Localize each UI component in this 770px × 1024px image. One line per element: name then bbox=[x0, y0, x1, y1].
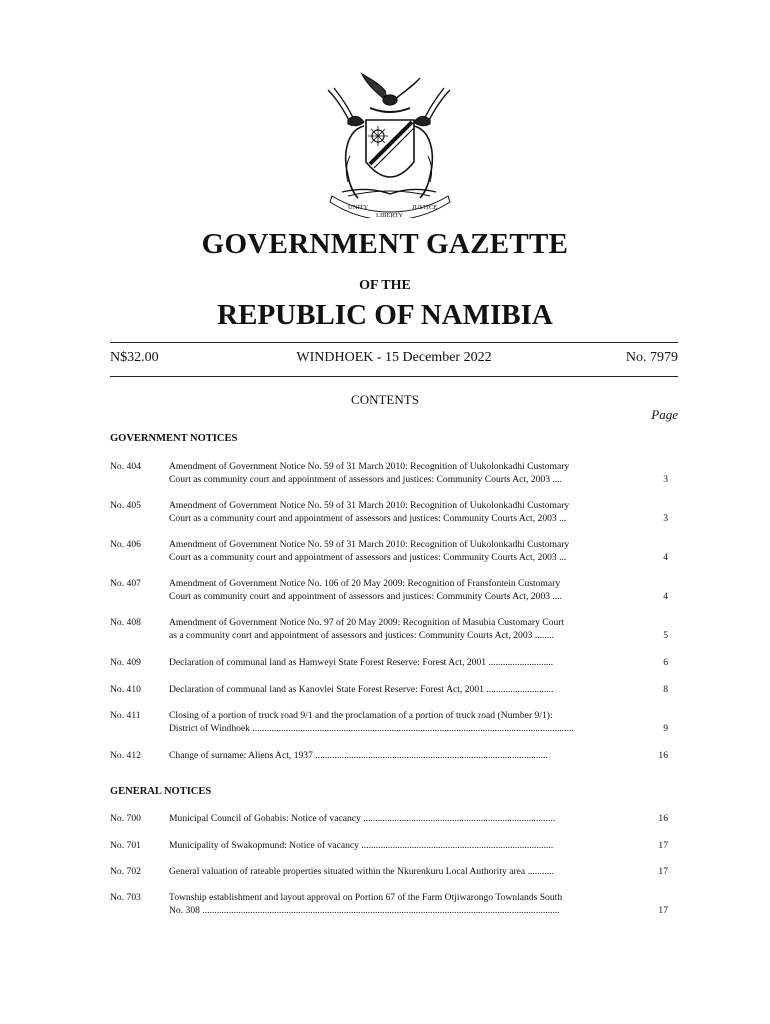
notice-description-line: Municipality of Swakopmund: Notice of vacancy ................................................................................ bbox=[169, 840, 554, 851]
motto-unity: UNITY bbox=[348, 204, 369, 211]
notice-description bbox=[169, 709, 637, 735]
notice-description-line: Declaration of communal land as Kanovlei State Forest Reserve: Forest Act, 2001 ............................ bbox=[169, 684, 554, 695]
notice-description-line: as a community court and appointment of assessors and justices: Community Courts Act, 2003 ........ bbox=[169, 630, 555, 641]
notice-number: No. 411 bbox=[110, 710, 141, 721]
notice-description-line: Court as community court and appointment of assessors and justices: Community Courts Act, 2003 .... bbox=[169, 591, 563, 602]
notice-description bbox=[169, 865, 637, 878]
notice-number: No. 404 bbox=[110, 461, 141, 472]
notice-description bbox=[169, 499, 637, 525]
toc-entry bbox=[110, 839, 678, 852]
top-divider bbox=[110, 342, 678, 343]
notice-description-line: No. 308 ..................................................................................................................................................... bbox=[169, 905, 560, 916]
notice-page-number: 8 bbox=[663, 684, 668, 695]
notice-page-number: 16 bbox=[658, 813, 668, 824]
issue-place-date: WINDHOEK - 15 December 2022 bbox=[296, 350, 492, 365]
notice-description-line: General valuation of rateable properties situated within the Nkurenkuru Local Authority area ........... bbox=[169, 866, 554, 877]
notice-description bbox=[169, 538, 637, 564]
notice-description-line: Amendment of Government Notice No. 59 of 31 March 2010: Recognition of Uukolonkadhi Customary bbox=[169, 461, 570, 472]
motto-justice: JUSTICE bbox=[412, 204, 438, 211]
notice-page-number: 17 bbox=[658, 866, 668, 877]
notice-number: No. 702 bbox=[110, 866, 141, 877]
republic-title: REPUBLIC OF NAMIBIA bbox=[217, 299, 553, 331]
contents-heading: CONTENTS bbox=[351, 392, 419, 407]
toc-entry bbox=[110, 656, 678, 669]
toc-entry bbox=[110, 709, 678, 735]
motto-liberty: LIBERTY bbox=[376, 212, 404, 218]
toc-entry bbox=[110, 865, 678, 878]
notice-page-number: 3 bbox=[663, 474, 668, 485]
notice-number: No. 703 bbox=[110, 892, 141, 903]
notice-description bbox=[169, 749, 637, 762]
notice-number: No. 410 bbox=[110, 684, 141, 695]
issue-number: No. 7979 bbox=[625, 350, 678, 365]
issue-price: N$32.00 bbox=[110, 350, 159, 365]
bottom-divider bbox=[110, 376, 678, 377]
notice-description-line: Municipal Council of Gobabis: Notice of vacancy ................................................................................ bbox=[169, 813, 556, 824]
notice-number: No. 407 bbox=[110, 578, 141, 589]
notice-description-line: Closing of a portion of truck road 9/1 and the proclamation of a portion of truck road (Number 9/1): bbox=[169, 710, 553, 721]
notice-description bbox=[169, 812, 637, 825]
notice-description bbox=[169, 577, 637, 603]
notice-number: No. 412 bbox=[110, 750, 141, 761]
notice-number: No. 701 bbox=[110, 840, 141, 851]
notice-description-line: Township establishment and layout approval on Portion 67 of the Farm Otjiwarongo Townlands South bbox=[169, 892, 563, 903]
toc-entry bbox=[110, 683, 678, 696]
toc-entry bbox=[110, 812, 678, 825]
notice-number: No. 405 bbox=[110, 500, 141, 511]
notice-number: No. 408 bbox=[110, 617, 141, 628]
gazette-title: GOVERNMENT GAZETTE bbox=[201, 228, 569, 260]
notice-page-number: 5 bbox=[663, 630, 668, 641]
notice-description-line: Court as a community court and appointment of assessors and justices: Community Courts Act, 2003 ... bbox=[169, 513, 567, 524]
toc-entry bbox=[110, 749, 678, 762]
notice-description bbox=[169, 616, 637, 642]
notice-description-line: Amendment of Government Notice No. 97 of 20 May 2009: Recognition of Masubia Customary Court bbox=[169, 617, 565, 628]
notice-description-line: Amendment of Government Notice No. 59 of 31 March 2010: Recognition of Uukolonkadhi Customary bbox=[169, 539, 570, 550]
notice-page-number: 4 bbox=[663, 591, 668, 602]
notice-number: No. 406 bbox=[110, 539, 141, 550]
notice-description bbox=[169, 460, 637, 486]
notice-description-line: Court as a community court and appointment of assessors and justices: Community Courts Act, 2003 ... bbox=[169, 552, 567, 563]
gazette-subtitle: OF THE bbox=[359, 278, 411, 293]
notice-description-line: Amendment of Government Notice No. 106 of 20 May 2009: Recognition of Fransfontein Customary bbox=[169, 578, 561, 589]
toc-entry bbox=[110, 891, 678, 917]
notice-number: No. 409 bbox=[110, 657, 141, 668]
notice-description bbox=[169, 683, 637, 696]
toc-entry bbox=[110, 460, 678, 486]
notice-description-line: Court as community court and appointment of assessors and justices: Community Courts Act, 2003 .... bbox=[169, 474, 563, 485]
notice-page-number: 17 bbox=[658, 905, 668, 916]
notice-number: No. 700 bbox=[110, 813, 141, 824]
page-column-label: Page bbox=[651, 407, 678, 422]
toc-entry bbox=[110, 616, 678, 642]
notice-description-line: Declaration of communal land as Hamweyi State Forest Reserve: Forest Act, 2001 ........................... bbox=[169, 657, 554, 668]
notice-page-number: 9 bbox=[663, 723, 668, 734]
notice-description bbox=[169, 656, 637, 669]
notice-page-number: 3 bbox=[663, 513, 668, 524]
notice-description-line: Change of surname: Aliens Act, 1937 ................................................................................................. bbox=[169, 750, 548, 761]
toc-entry bbox=[110, 577, 678, 603]
toc-entry bbox=[110, 499, 678, 525]
notice-description-line: District of Windhoek ...................................................................................................................................... bbox=[169, 723, 574, 734]
toc-entry bbox=[110, 538, 678, 564]
namibia-coat-of-arms-icon bbox=[318, 64, 458, 218]
notice-page-number: 16 bbox=[658, 750, 668, 761]
notice-description bbox=[169, 839, 637, 852]
notice-page-number: 6 bbox=[663, 657, 668, 668]
notice-description-line: Amendment of Government Notice No. 59 of 31 March 2010: Recognition of Uukolonkadhi Customary bbox=[169, 500, 570, 511]
notice-page-number: 17 bbox=[658, 840, 668, 851]
issue-info-bar bbox=[110, 350, 678, 368]
notice-page-number: 4 bbox=[663, 552, 668, 563]
notice-description bbox=[169, 891, 637, 917]
general-notices-heading: GENERAL NOTICES bbox=[110, 786, 212, 797]
government-notices-heading: GOVERNMENT NOTICES bbox=[110, 433, 238, 444]
